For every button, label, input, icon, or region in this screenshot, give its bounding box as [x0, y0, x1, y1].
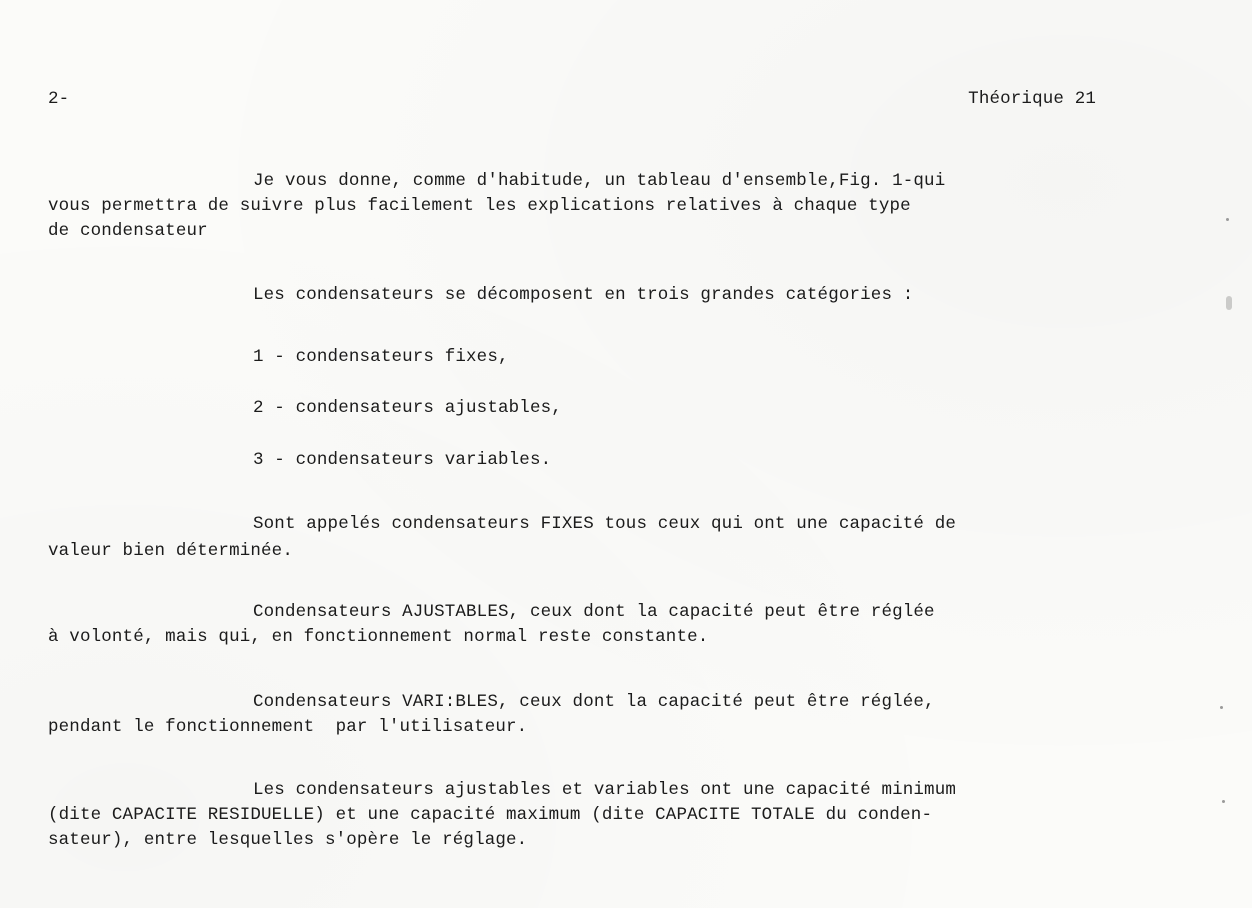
capacites-line-1: Les condensateurs ajustables et variables ont une capacité minimum	[253, 780, 957, 800]
scan-speck	[1226, 218, 1229, 221]
intro-line-3: de condensateur	[48, 221, 208, 241]
intro-line-1: Je vous donne, comme d'habitude, un tableau d'ensemble,Fig. 1-qui	[253, 171, 946, 191]
scan-edge-mark	[1226, 296, 1232, 310]
categories-intro: Les condensateurs se décomposent en trois grandes catégories :	[253, 285, 914, 305]
capacites-line-2: (dite CAPACITE RESIDUELLE) et une capacité maximum (dite CAPACITE TOTALE du conden-	[48, 805, 933, 825]
fixes-line-2: valeur bien déterminée.	[48, 541, 293, 561]
fixes-line-1: Sont appelés condensateurs FIXES tous ceux qui ont une capacité de	[253, 514, 957, 534]
variables-line-2: pendant le fonctionnement par l'utilisateur.	[48, 717, 528, 737]
ajustables-line-1: Condensateurs AJUSTABLES, ceux dont la capacité peut être réglée	[253, 602, 935, 622]
category-item-variables: 3 - condensateurs variables.	[253, 450, 552, 470]
scan-speck	[1222, 800, 1225, 803]
capacites-line-3: sateur), entre lesquelles s'opère le réglage.	[48, 830, 528, 850]
variables-line-1: Condensateurs VARI:BLES, ceux dont la capacité peut être réglée,	[253, 692, 935, 712]
intro-line-2: vous permettra de suivre plus facilement les explications relatives à chaque type	[48, 196, 911, 216]
page-number: 2-	[48, 89, 70, 109]
chapter-heading: Théorique 21	[968, 89, 1096, 109]
category-item-fixes: 1 - condensateurs fixes,	[253, 347, 509, 367]
scan-speck	[1220, 706, 1223, 709]
category-item-ajustables: 2 - condensateurs ajustables,	[253, 398, 562, 418]
ajustables-line-2: à volonté, mais qui, en fonctionnement normal reste constante.	[48, 627, 709, 647]
